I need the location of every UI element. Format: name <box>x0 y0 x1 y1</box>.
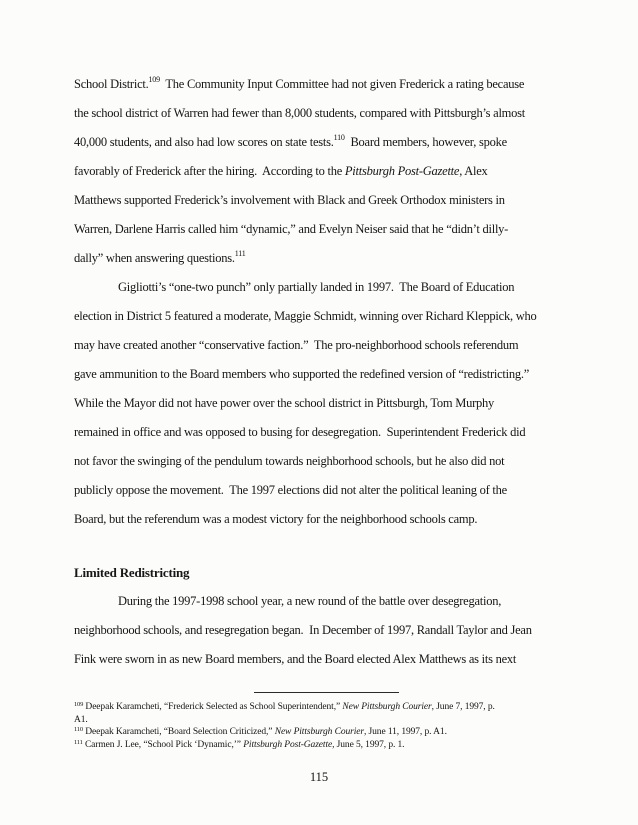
text-line: not favor the swinging of the pendulum towards neighborhood schools, but he also did not <box>74 454 505 468</box>
text-line: Matthews supported Frederick’s involvement with Black and Greek Orthodox ministers in <box>74 193 505 207</box>
text-line: neighborhood schools, and resegregation began. In December of 1997, Randall Taylor and Jean <box>74 623 532 637</box>
text-line: remained in office and was opposed to busing for desegregation. Superintendent Frederick did <box>74 425 526 439</box>
page-number: 115 <box>309 770 329 784</box>
text-line: $^{110}$ Deepak Karamcheti, “Board Selection Criticized,” New Pittsburgh Courier, June 11, 1997, p. A1. <box>74 726 447 737</box>
text-line: School District.$^{109}$ The Community Input Committee had not given Frederick a rating because <box>74 75 525 91</box>
body-text-block-1 <box>74 0 578 534</box>
text-line: While the Mayor did not have power over the school district in Pittsburgh, Tom Murphy <box>74 396 495 410</box>
text-line: $^{111}$ Carmen J. Lee, “School Pick ‘Dynamic,’” Pittsburgh Post-Gazette, June 5, 1997, p. 1. <box>74 738 405 750</box>
text-line: Gigliotti’s “one-two punch” only partially landed in 1997. The Board of Education <box>118 280 515 294</box>
text-line: $^{109}$ Deepak Karamcheti, “Frederick Selected as School Superintendent,” New Pittsburgh Courier, June 7, 1997, p. <box>74 701 495 712</box>
text-line: favorably of Frederick after the hiring. According to the Pittsburgh Post-Gazette, Alex <box>74 164 488 178</box>
body-text-block-2 <box>74 587 578 674</box>
text-line: During the 1997-1998 school year, a new round of the battle over desegregation, <box>118 594 502 608</box>
footnote-separator <box>254 692 399 693</box>
text-line: A1. <box>74 714 88 725</box>
text-line: Fink were sworn in as new Board members, and the Board elected Alex Matthews as its next <box>74 652 517 666</box>
text-line: 40,000 students, and also had low scores on state tests.$^{110}$ Board members, however, spoke <box>74 133 507 149</box>
footnotes <box>74 701 578 751</box>
text-line: may have created another “conservative faction.” The pro-neighborhood schools referendum <box>74 338 519 352</box>
text-line: dally” when answering questions.$^{111}$ <box>74 249 246 265</box>
text-line: gave ammunition to the Board members who supported the redefined version of “redistricting.” <box>74 367 529 381</box>
section-heading: Limited Redistricting <box>74 565 190 580</box>
text-line: the school district of Warren had fewer than 8,000 students, compared with Pittsburgh’s almost <box>74 106 525 120</box>
text-line: election in District 5 featured a moderate, Maggie Schmidt, winning over Richard Kleppick, who <box>74 309 537 323</box>
text-line: Warren, Darlene Harris called him “dynamic,” and Evelyn Neiser said that he “didn’t dilly- <box>74 222 509 236</box>
text-line: publicly oppose the movement. The 1997 elections did not alter the political leaning of the <box>74 483 507 497</box>
text-line: Board, but the referendum was a modest victory for the neighborhood schools camp. <box>74 512 478 526</box>
page-content <box>74 0 578 751</box>
